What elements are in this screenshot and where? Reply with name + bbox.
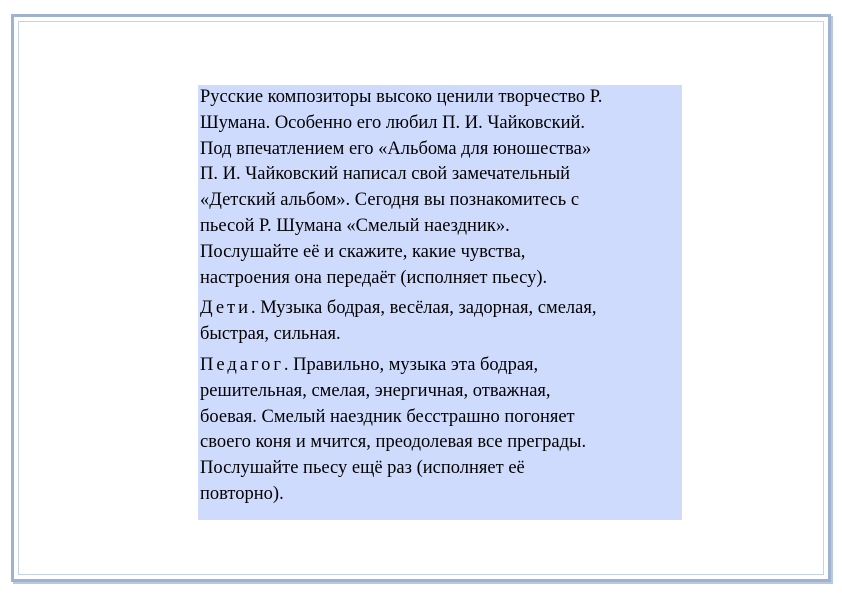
text-line xyxy=(200,353,680,379)
text-line: Русские композиторы высоко ценили творчество Р. xyxy=(200,87,603,107)
speaker-line-text: . Музыка бодрая, весёлая, задорная, смелая, xyxy=(251,298,597,319)
paragraph-intro xyxy=(200,85,680,291)
paragraph-children-reply xyxy=(200,296,680,348)
text-line xyxy=(200,296,680,322)
text-block xyxy=(198,85,682,520)
speaker-line-text: . Правильно, музыка эта бодрая, xyxy=(283,354,539,375)
text-line: «Детский альбом». Сегодня вы познакомитесь с xyxy=(200,190,580,211)
text-line: П. И. Чайковский написал свой замечательный xyxy=(200,164,571,185)
text-line: Послушайте пьесу ещё раз (исполняет её xyxy=(200,458,525,479)
text-line: настроения она передаёт (исполняет пьесу). xyxy=(200,267,548,288)
paragraph-teacher-reply xyxy=(200,353,680,508)
text-line: решительная, смелая, энергичная, отважная, xyxy=(200,380,551,401)
text-line: боевая. Смелый наездник бесстрашно погоняет xyxy=(200,406,575,427)
text-line: Шумана. Особенно его любил П. И. Чайковский. xyxy=(200,112,586,133)
text-line: быстрая, сильная. xyxy=(200,324,341,345)
text-line: пьесой Р. Шумана «Смелый наездник». xyxy=(200,215,510,236)
speaker-label: Педагог xyxy=(200,354,284,375)
text-line: Под впечатлением его «Альбома для юношества» xyxy=(200,138,592,159)
text-line: своего коня и мчится, преодолевая все преграды. xyxy=(200,432,587,453)
text-line: Послушайте её и скажите, какие чувства, xyxy=(200,241,526,262)
speaker-label: Дети xyxy=(200,298,252,319)
text-line: повторно). xyxy=(200,483,284,504)
